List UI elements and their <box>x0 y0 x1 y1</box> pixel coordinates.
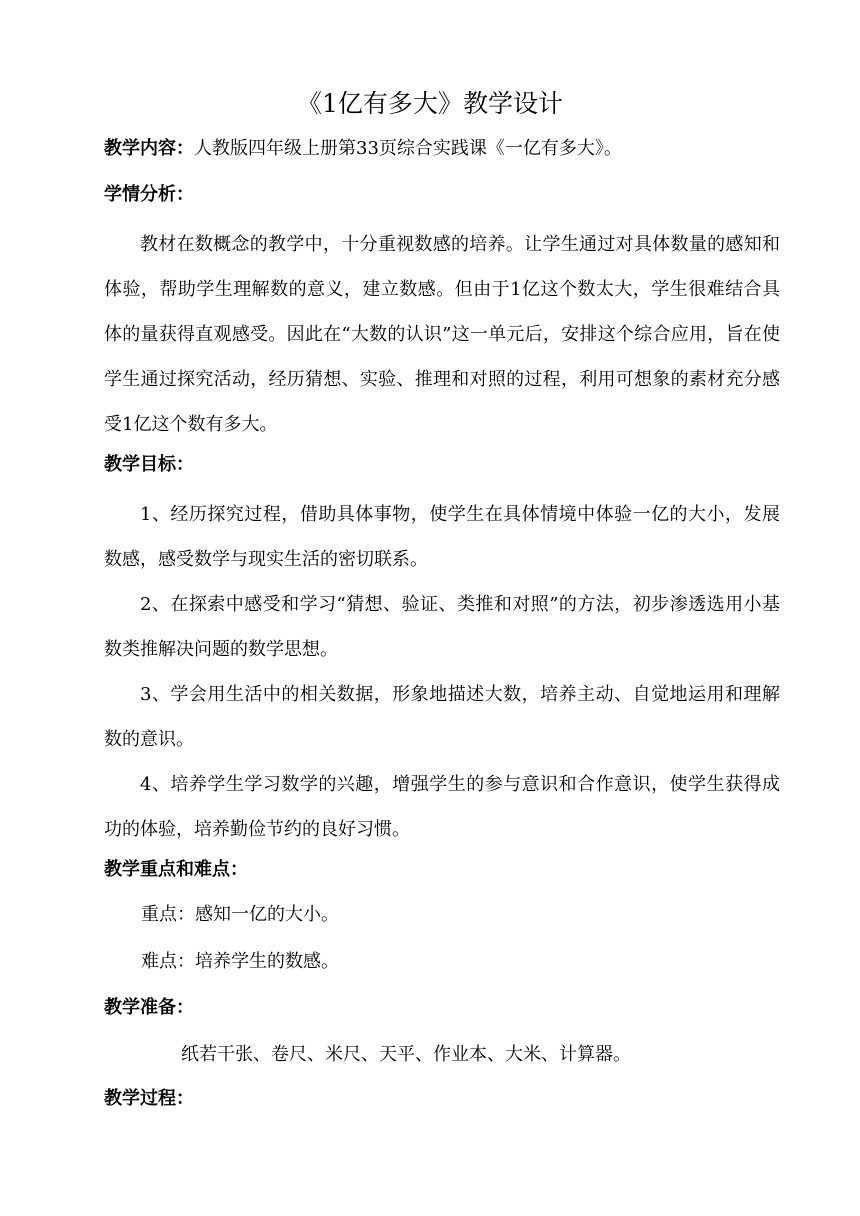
objective-item-4: 4、培养学生学习数学的兴趣，增强学生的参与意识和合作意识，使学生获得成功的体验，培养勤俭节约的良好习惯。 <box>104 774 780 840</box>
objective-item-1: 1、经历探究过程，借助具体事物，使学生在具体情境中体验一亿的大小，发展数感，感受数学与现实生活的密切联系。 <box>104 504 780 570</box>
preparation-text: 纸若干张、卷尺、米尺、天平、作业本、大米、计算器。 <box>181 1044 631 1065</box>
analysis-heading: 学情分析： <box>104 184 194 205</box>
document-title: 《1亿有多大》教学设计 <box>297 89 563 118</box>
preparation-heading: 教学准备： <box>104 997 194 1018</box>
analysis-paragraph: 教材在数概念的教学中，十分重视数感的培养。让学生通过对具体数量的感知和体验，帮助学生理解数的意义，建立数感。但由于1亿这个数太大，学生很难结合具体的量获得直观感受。因此在“大数的认识”这一单元后，安排这个综合应用，旨在使学生通过探究活动，经历猜想、实验、推理和对照的过程，利用可想象的素材充分感受1亿这个数有多大。 <box>104 234 780 435</box>
content-label: 教学内容： <box>104 138 194 159</box>
difficult-point: 难点：培养学生的数感。 <box>141 951 339 972</box>
key-points-heading: 教学重点和难点： <box>104 859 248 880</box>
content-text: 人教版四年级上册第33页综合实践课《一亿有多大》。 <box>194 138 622 159</box>
objective-item-2: 2、在探索中感受和学习“猜想、验证、类推和对照”的方法，初步渗透选用小基数类推解决问题的数学思想。 <box>104 594 780 660</box>
key-point: 重点：感知一亿的大小。 <box>141 904 339 925</box>
process-heading: 教学过程： <box>104 1088 194 1109</box>
content-section <box>104 134 784 164</box>
objective-item-3: 3、学会用生活中的相关数据，形象地描述大数，培养主动、自觉地运用和理解数的意识。 <box>104 684 780 750</box>
objectives-heading: 教学目标： <box>104 454 194 475</box>
